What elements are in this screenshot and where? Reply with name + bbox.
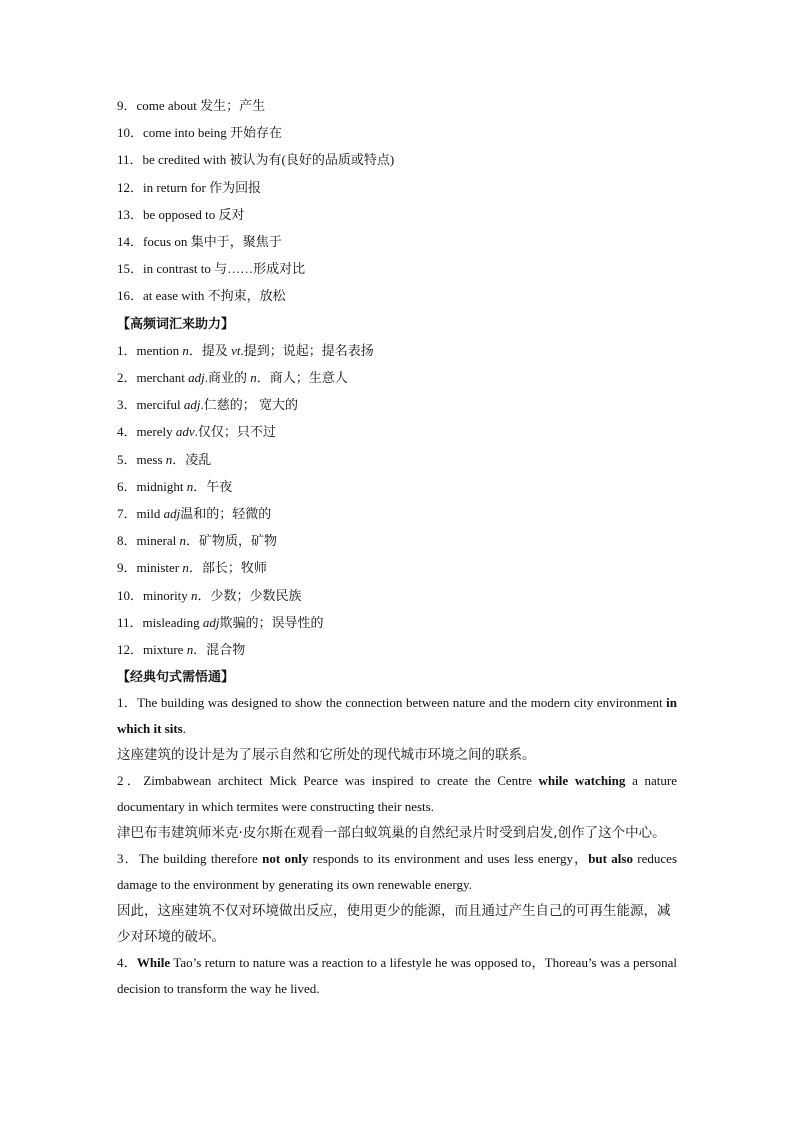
sentence-heading: 【经典句式需悟通】: [117, 669, 235, 685]
vocab-item: 12．mixture n．混合物: [117, 642, 246, 658]
phrase-item: 14．focus on 集中于，聚焦于: [117, 234, 282, 250]
sentence-item: [117, 846, 677, 950]
sentence-translation: 津巴布韦建筑师米克·皮尔斯在观看一部白蚁筑巢的自然纪录片时受到启发,创作了这个中心。: [117, 825, 666, 842]
vocab-item: 3．merciful adj.仁慈的； 宽大的: [117, 397, 298, 413]
sentence-item: [117, 768, 677, 846]
phrase-item: 10．come into being 开始存在: [117, 125, 283, 141]
sentence-translation: 这座建筑的设计是为了展示自然和它所处的现代城市环境之间的联系。: [117, 747, 536, 764]
phrase-list: [117, 92, 677, 310]
phrase-item: 12．in return for 作为回报: [117, 179, 262, 195]
vocab-item: 6．midnight n．午夜: [117, 478, 233, 494]
sentence-english: 4．While Tao’s return to nature was a reaction to a lifestyle he was opposed to，Thoreau’s was a personal decision to transform the way he lived.: [117, 955, 677, 997]
phrase-item: 16．at ease with 不拘束，放松: [117, 288, 286, 304]
sentence-list: [117, 690, 677, 1002]
vocab-item: 11．misleading adj欺骗的；误导性的: [117, 614, 324, 630]
vocab-item: 2．merchant adj.商业的 n．商人；生意人: [117, 370, 348, 386]
sentence-english: 3．The building therefore not only responds to its environment and uses less energy，but also reduces damage to the environment by generating its own renewable energy.: [117, 851, 678, 893]
vocab-item: 8．mineral n．矿物质，矿物: [117, 533, 277, 549]
vocab-list: [117, 337, 677, 663]
sentence-item: [117, 690, 677, 768]
sentence-translation: 因此，这座建筑不仅对环境做出反应，使用更少的能源，而且通过产生自己的可再生能源，减少对环境的破坏。: [117, 903, 671, 946]
phrase-item: 15．in contrast to 与……形成对比: [117, 261, 306, 277]
phrase-item: 11．be credited with 被认为有(良好的品质或特点): [117, 152, 395, 168]
sentence-item: [117, 950, 677, 1002]
vocab-item: 1．mention n．提及 vt.提到；说起；提名表扬: [117, 342, 374, 358]
phrase-item: 9．come about 发生；产生: [117, 98, 266, 113]
vocab-item: 4．merely adv.仅仅；只不过: [117, 424, 276, 440]
vocab-item: 5．mess n．凌乱: [117, 451, 212, 467]
phrase-item: 13．be opposed to 反对: [117, 206, 245, 222]
sentence-english: 2．Zimbabwean architect Mick Pearce was inspired to create the Centre while watching a nature documentary in which termites were constructing their nests.: [117, 773, 678, 815]
document-page: [117, 92, 677, 1002]
vocab-item: 7．mild adj温和的；轻微的: [117, 506, 272, 522]
vocab-heading: 【高频词汇来助力】: [117, 315, 235, 331]
sentence-english: 1．The building was designed to show the connection between nature and the modern city environment in which it sits.: [117, 695, 677, 737]
vocab-item: 10．minority n．少数；少数民族: [117, 587, 302, 603]
vocab-item: 9．minister n．部长；牧师: [117, 560, 267, 576]
